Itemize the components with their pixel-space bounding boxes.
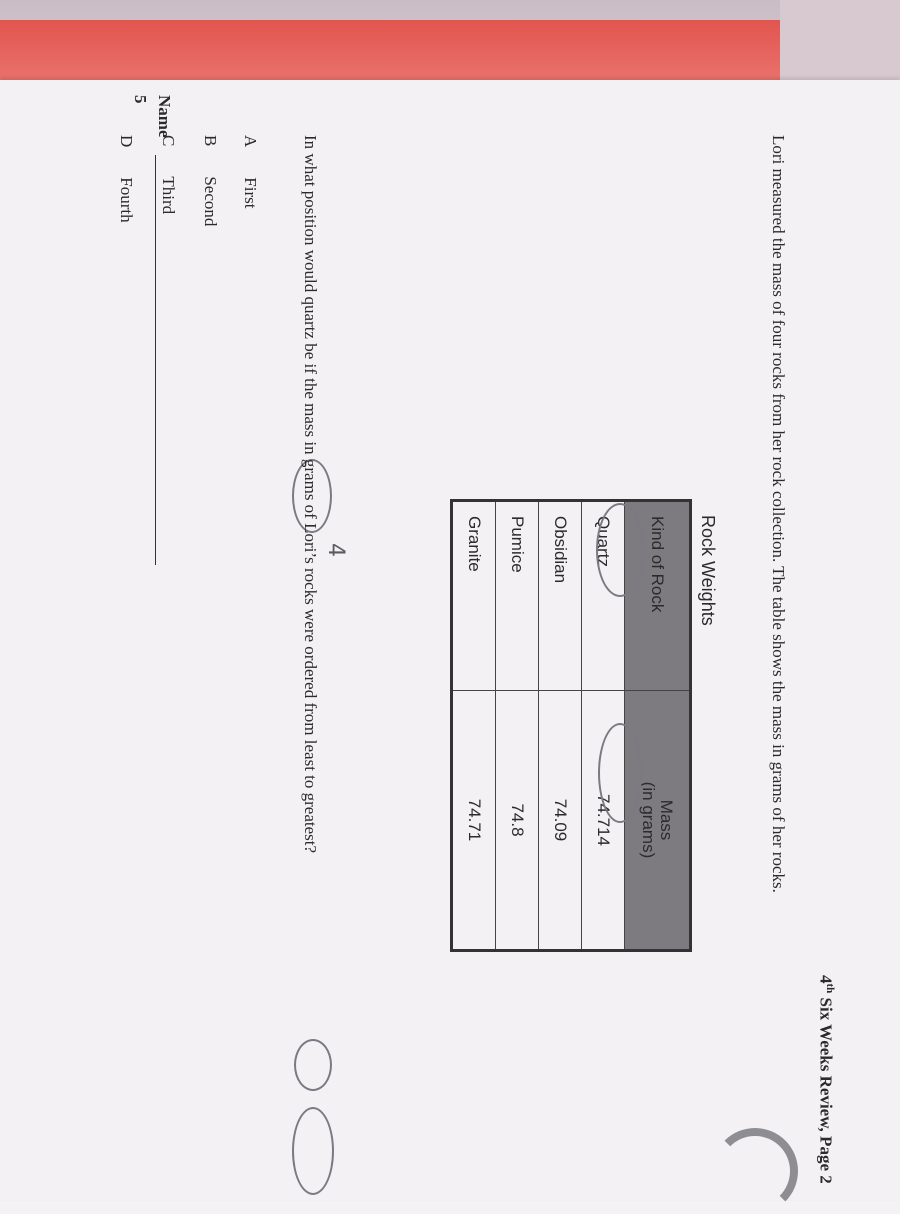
rock-name: Pumice bbox=[496, 501, 539, 691]
pencil-circle-least bbox=[294, 1039, 332, 1091]
name-line[interactable] bbox=[155, 155, 156, 565]
rock-weights-table bbox=[450, 499, 692, 952]
pencil-circle-quartz bbox=[596, 503, 644, 597]
page-header: 4th Six Weeks Review, Page 2 bbox=[816, 975, 836, 1184]
choice-c[interactable] bbox=[158, 135, 178, 214]
red-folder bbox=[0, 20, 900, 80]
header-mass: Mass (in grams) bbox=[625, 691, 691, 951]
question-ask: In what position would quartz be if the mass in grams of Lori’s rocks were ordered from least to greatest? bbox=[301, 135, 320, 854]
rock-name: Granite bbox=[452, 501, 496, 691]
choice-b[interactable] bbox=[200, 135, 220, 226]
choice-text: Second bbox=[201, 176, 220, 227]
choice-letter: B bbox=[201, 135, 220, 147]
background-corner bbox=[780, 0, 900, 90]
rock-name: Obsidian bbox=[539, 501, 582, 691]
table-row bbox=[452, 501, 496, 951]
pencil-circle-mass bbox=[598, 723, 642, 823]
choice-text: First bbox=[241, 177, 260, 209]
table-caption: Rock Weights bbox=[698, 515, 718, 626]
choice-d[interactable] bbox=[116, 135, 136, 223]
choice-a[interactable] bbox=[240, 135, 260, 208]
question-prompt: Lori measured the mass of four rocks from her rock collection. The table shows the mass in grams of her rocks. bbox=[769, 135, 788, 893]
choice-letter: D bbox=[117, 135, 136, 148]
rock-mass: 74.09 bbox=[539, 691, 582, 951]
pencil-circle-greatest bbox=[292, 1107, 334, 1195]
rock-mass: 74.714 bbox=[582, 691, 625, 951]
rock-name: Quartz bbox=[582, 501, 625, 691]
choice-text: Third bbox=[159, 176, 178, 215]
name-label: Name bbox=[155, 95, 174, 138]
choice-text: Fourth bbox=[117, 177, 136, 223]
rock-mass: 74.71 bbox=[452, 691, 496, 951]
handwritten-answer: 4 bbox=[323, 543, 348, 557]
rock-mass: 74.8 bbox=[496, 691, 539, 951]
header-kind-of-rock: Kind of Rock bbox=[625, 501, 691, 691]
table-row bbox=[539, 501, 582, 951]
worksheet-page bbox=[0, 95, 870, 1195]
question-number: 5 bbox=[131, 95, 150, 104]
choice-letter: A bbox=[241, 135, 260, 148]
choice-letter: C bbox=[159, 135, 178, 147]
table-row bbox=[496, 501, 539, 951]
